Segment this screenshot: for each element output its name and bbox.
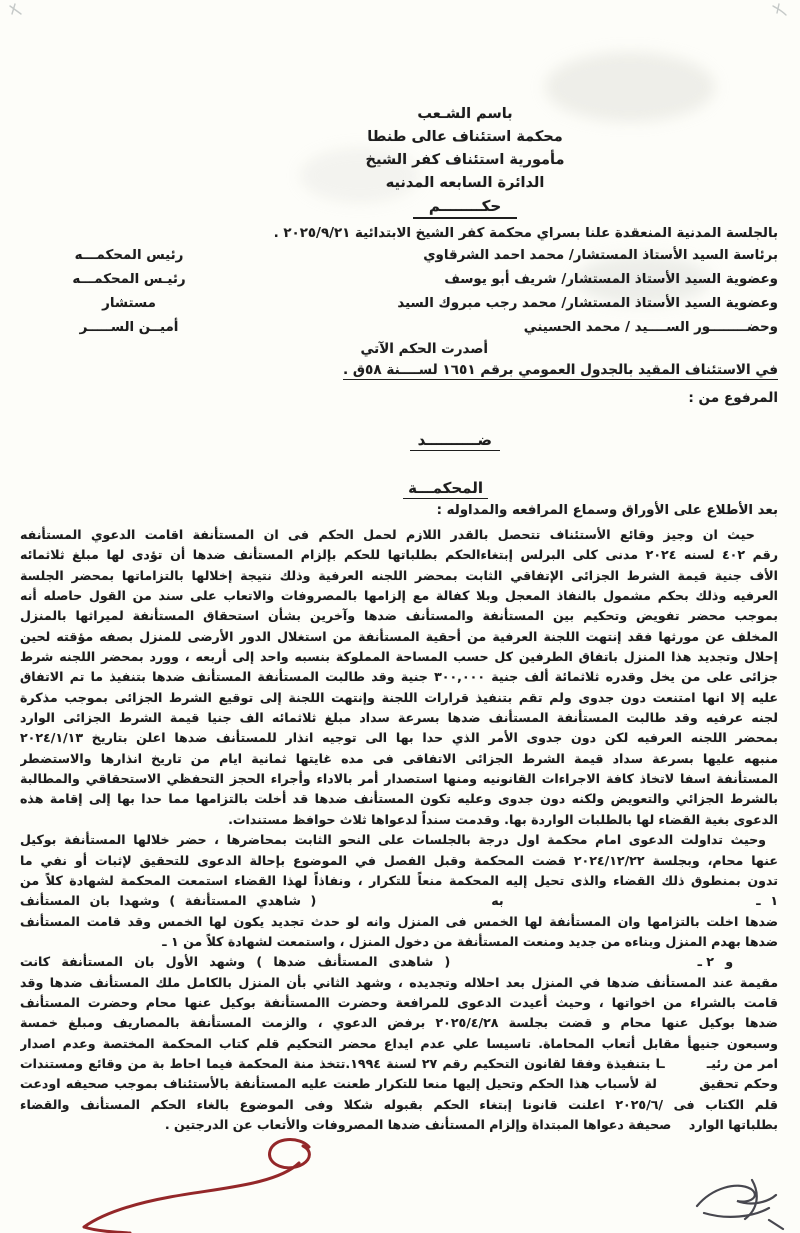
case-number-line: في الاستئناف المقيد بالجدول العمومي برقم ١٦٥١ لســــنة ٥٨ق . <box>342 362 778 378</box>
panel-member-name: وحضــــــــور الســــيد / محمد الحسيني <box>523 319 778 335</box>
judgment-body <box>20 525 778 1135</box>
body-line: رقم ٤٠٢ لسنه ٢٠٢٤ مدنى كلى البرلس إبتغاءالحكم بطلباتها للحكم بإلزام المستأنف ضدها أن تؤدى لها مبلغ ثلاثمائه <box>20 547 778 563</box>
body-line: العرفيه وذلك بحكم مشمول بالنفاذ المعجل وبلا كفالة مع إلزامها بالمصروفات والاتعاب على سند من القول حاصله أنه <box>20 588 778 604</box>
panel-member-name: وعضوية السيد الأستاذ المستشار/ محمد رجب مبروك السيد <box>397 295 778 311</box>
body-line: بالشرط الجزائي والتعويض ولكنه دون جدوى وعليه تكون المستأنف ضدها قد أخلت بالتزامها مما حدا بها إلى إقامة هذه <box>20 791 778 807</box>
body-line: ضدها اخلت بالتزامها وان المستأنفة لها الخمس فى المنزل وانه لو حدث تجديد يكون لها الخمس وقد قامت المستأنف <box>20 913 778 929</box>
panel-member-role: رئيس المحكمـــه <box>74 248 184 263</box>
body-line: امر من رئيـ ـا بتنفيذة وفقا لقانون التحكيم رقم ٢٧ لسنة ١٩٩٤.تتخذ منة المحكمة فيما احاط بة من وقائع ومستندات <box>20 1055 778 1071</box>
body-line: عليه إلا انها امتنعت دون جدوى ولم تقم بتنفيذ قرارات اللجنة وإنتهت اللجنة إلى توقيع الشرط الجزائى بموجب مذكرة <box>20 689 778 705</box>
body-line: الدعوى بغية القضاء لها بالطلبات الواردة بها. وقدمت سنداً لدعواها ثلاث حوافظ مستندات. <box>228 811 778 827</box>
body-line: وسبعون جنيهأ مقابل أتعاب المحاماة. تاسيسا علي عدم ايداع محضر التحكيم قلم كتاب المحكمة المختصة وعدم اصدار <box>20 1035 778 1051</box>
panel-member-name: برئاسة السيد الأستاذ المستشار/ محمد احمد الشرقاوي <box>423 248 778 263</box>
body-line: بمحضر اللجنه العرفيه لكن دون جدوى الأمر الذي حدا بها الى توجيه انذار للمستأنف ضدها اعلن بتاريخ ٢٠٢٤/١/١٣ <box>20 730 778 746</box>
signature-stroke <box>697 1180 783 1229</box>
body-line: الأف جنية قيمة الشرط الجزائى الإتفاقي الثابت بمحضر اللجنه العرفية وذلك نتيجة إخلالها بالتزاماتها بمحضر الجلسة <box>20 567 778 583</box>
panel-row <box>58 248 778 272</box>
panel-member-role: أميــن الســـــر <box>79 319 179 335</box>
body-line: قلم الكتاب فى /٢٠٢٥/٦ اعلنت قانونا إبتغاء الحكم بقبوله شكلا وفى الموضوع بالغاء الحكم المستأنف والقضاء <box>20 1096 778 1112</box>
court-title-line: محكمة استئناف عالى طنطا <box>367 129 563 145</box>
court-section-heading: المحكمـــة <box>403 479 488 499</box>
judicial-panel <box>58 248 778 344</box>
body-line: بطلباتها الوارد صحيفة دعواها المبتداة وإلزام المستأنف ضدها المصروفات والأتعاب عن الدرجتين . <box>164 1116 778 1132</box>
body-line: وحكم تحقيق لة لأسباب هذا الحكم وتحيل إليها منعا للتكرار طعنت عليه المستأنفة بالأستئناف بموجب صحيفه اودعت <box>20 1076 778 1092</box>
body-line: منبهه عليها بسرعة سداد قيمة الشرط الجزائى الاتفاقى فى مده غايتها ثمانية ايام من تاريخ انذارها والاستضطر <box>20 750 778 766</box>
panel-row <box>58 296 778 320</box>
body-line: المستأنفة اسفا لاتخاذ كافة الاجراءات القانونيه ومنها استصدار أمر بالاداء وأجراء الحجز التحفظي الاستحقاقي والمطالبة <box>20 771 778 787</box>
panel-row <box>58 320 778 344</box>
body-line: لجنه عرفيه وقد طالبت المستأنفة المستأنف ضدها بسرعة سداد مبلغ ثلاثمائه الف جنيا قيمة الشرط الجزائى الوارد <box>20 710 778 726</box>
session-line: بالجلسة المدنية المنعقدة علنا بسراي محكمة كفر الشيخ الابتدائية ٢٠٢٥/٩/٢١ . <box>273 226 778 241</box>
body-line: ١ ـ به ( شاهدي المستأنفة ) وشهدا بان المستأنف <box>20 893 778 909</box>
raised-by-label: المرفوع من : <box>688 390 778 406</box>
document-header <box>305 103 625 219</box>
court-title-line: باسم الشـعب <box>417 106 513 122</box>
court-title-lines <box>305 103 625 195</box>
panel-row <box>58 272 778 296</box>
preamble-line: بعد الأطلاع على الأوراق وسماع المرافعه والمداوله : <box>436 503 778 518</box>
body-line: المخلف عن مورثها فقد إنتهت اللجنة العرفية من أحقية المستأنفة من استغلال الدور الأرضى للمنزل بصفه مؤقته لحين <box>20 628 778 644</box>
body-line: عنها محام، وبجلسة ٢٠٢٤/١٢/٢٢ قضت المحكمة وقبل الفصل في الموضوع بإحالة الدعوى للتحقيق لإثبات أو نفي ما <box>20 852 778 868</box>
body-line: جزائى على من يخل وقدره ثلاثمائة ألف جنية ٣٠٠,٠٠٠ جنية وقد طالبت المستأنفة المستأنف ضدها بتنفيذ ما تم الاتفاق <box>20 669 778 685</box>
body-line: و ٢ ـ ( شاهدى المستأنف ضدها ) وشهد الأول بان المستأنفة كانت <box>20 954 778 970</box>
issued-line: أصدرت الحكم الآتي <box>360 341 488 357</box>
red-pen-stroke <box>84 1140 309 1233</box>
body-line: مقيمة عند المستأنف ضدها في المنزل بعد احلاله وتجديده ، وشهد الثاني بأن المنزل بالكامل ملك المستأنف ضدها وقد <box>20 974 778 990</box>
body-line: ضدها بهدم المنزل وبناءه من جديد ومنعت المستأنفة من دخول المنزل ، واستمعت لشهادة كلاً من ١ ـ <box>162 933 778 949</box>
body-line: بموجب محضر تفويض وتحكيم بين المستأنفة والمستأنف ضدها وآخرين بشأن استحقاق المستأنفة لميراثها بالمنزل <box>20 608 778 624</box>
panel-member-role: مستشار <box>102 295 156 311</box>
body-line: إحلال وتجديد هذا المنزل باتفاق الطرفين كل حسب المساحة المملوكة بنسبه واحد إلى أربعه ، وورد بمحضر اللجنه شرط <box>20 649 778 665</box>
court-title-line: الدائرة السابعه المدنيه <box>385 175 545 191</box>
against-heading: ضــــــــــد <box>410 431 500 451</box>
panel-member-role: رئيـس المحكمـــه <box>72 271 186 287</box>
court-title-line: مأمورية استئناف كفر الشيخ <box>365 152 565 168</box>
panel-member-name: وعضوية السيد الأستاذ المستشار/ شريف أبو يوسف <box>444 271 778 287</box>
body-line: وحيث تداولت الدعوى امام محكمة اول درجة بالجلسات على النحو الثابت بمحاضرها ، حضر خلالها المستأنفة بوكيل <box>20 832 778 848</box>
scan-mark-top-right-icon <box>773 4 786 15</box>
body-line: قامت بالشراء من اخواتها ، وحيث أعيدت الدعوى للمرافعة وحضرت االمستأنفة بوكيل عنها محام وحضرت المستأنف <box>20 994 778 1010</box>
body-line: تدون بمنطوق ذلك القضاء والذى تحيل إليه المحكمة منعاً للتكرار ، ونفاذاً لهذا القضاء استمعت المحكمة لشهادة كلاً من <box>20 872 778 888</box>
body-line: ضدها بوكيل عنها محام و قضت بجلسة ٢٠٢٥/٤/٢٨ برفض الدعوي ، والزمت المستأنفة بالمصاريف ومبلغ خمسة <box>20 1015 778 1031</box>
scan-mark-top-left-icon <box>10 4 21 14</box>
body-line: حيث ان وجيز وقائع الأستئناف تتحصل بالقدر اللازم لحمل الحكم فى ان المستأنفة اقامت الدعوي المستأنفه <box>20 527 778 542</box>
judgment-heading: حكــــــــم <box>413 196 517 219</box>
